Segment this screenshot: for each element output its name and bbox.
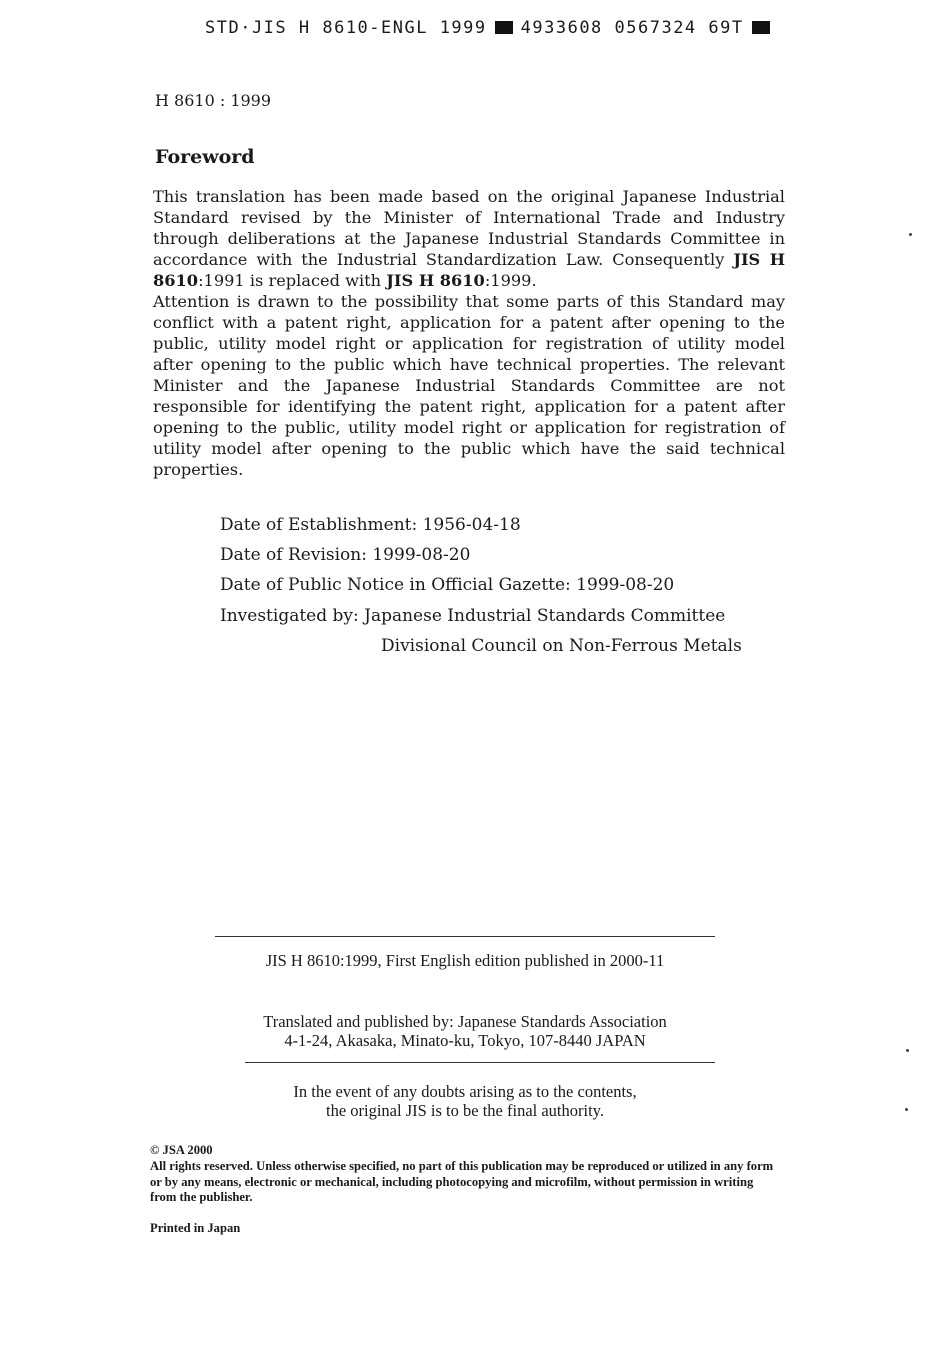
doubts-line-1: In the event of any doubts arising as to the contents, <box>293 1082 637 1101</box>
edition-note: JIS H 8610:1999, First English edition published in 2000-11 <box>265 951 665 970</box>
dates-block <box>220 510 742 661</box>
foreword-body <box>153 186 785 480</box>
foreword-old-standard: JIS H 8610 <box>153 250 786 290</box>
doubts-line-2: the original JIS is to be the final authority. <box>325 1101 604 1120</box>
header-block-mark <box>495 21 513 34</box>
foreword-new-year: :1999. <box>484 271 537 290</box>
header-doc-code: STD·JIS H 8610-ENGL 1999 <box>205 18 487 38</box>
foreword-p1-text: This translation has been made based on the original Japanese Industrial Standard revised by the Minister of International Trade and Industry through deliberations at the Japanese Industrial Standards Committee in accordance with the Industrial Standardization Law. Consequently <box>153 187 785 269</box>
divider-rule-bottom <box>245 1062 715 1063</box>
publisher-line-1: Translated and published by: Japanese Standards Association <box>263 1012 667 1031</box>
divisional-council: Divisional Council on Non-Ferrous Metals <box>381 635 742 656</box>
page-header-stamp <box>205 18 805 38</box>
header-barcode-number: 4933608 0567324 69T <box>520 18 744 38</box>
foreword-paragraph-2: Attention is drawn to the possibility that some parts of this Standard may conflict with a patent right, application for a patent after opening to the public, utility model right or application for registration of utility model after opening to the public which have technical properties. The relevant Minister and the Japanese Industrial Standards Committee are not responsible for identifying the patent right, application for a patent after opening to the public, utility model right or application for registration of utility model after opening to the public which have the said technical properties. <box>153 292 785 479</box>
scan-speck <box>905 1108 908 1111</box>
publisher-line-2: 4-1-24, Akasaka, Minato-ku, Tokyo, 107-8440 JAPAN <box>284 1031 646 1050</box>
copyright-notice: © JSA 2000 <box>150 1143 213 1157</box>
foreword-new-standard: JIS H 8610 <box>386 271 485 290</box>
scan-speck <box>909 233 912 236</box>
document-number: H 8610 : 1999 <box>155 91 272 110</box>
date-of-establishment: Date of Establishment: 1956-04-18 <box>220 515 521 535</box>
rights-statement: All rights reserved. Unless otherwise specified, no part of this publication may be reproduced or utilized in any form or by any means, electronic or mechanical, including photocopying and microfilm, without permission in writing from the publisher. <box>150 1159 774 1204</box>
foreword-old-year: :1991 is replaced with <box>198 271 387 290</box>
investigated-by: Investigated by: Japanese Industrial Standards Committee <box>220 605 726 626</box>
foreword-heading: Foreword <box>155 146 255 168</box>
foreword-paragraph-1 <box>153 186 785 291</box>
scan-speck <box>906 1049 909 1052</box>
printed-in: Printed in Japan <box>150 1221 241 1235</box>
header-block-mark-end <box>752 21 770 34</box>
date-of-revision: Date of Revision: 1999-08-20 <box>220 545 471 566</box>
divider-rule-top <box>215 936 715 937</box>
date-of-public-notice: Date of Public Notice in Official Gazette: 1999-08-20 <box>220 575 675 596</box>
